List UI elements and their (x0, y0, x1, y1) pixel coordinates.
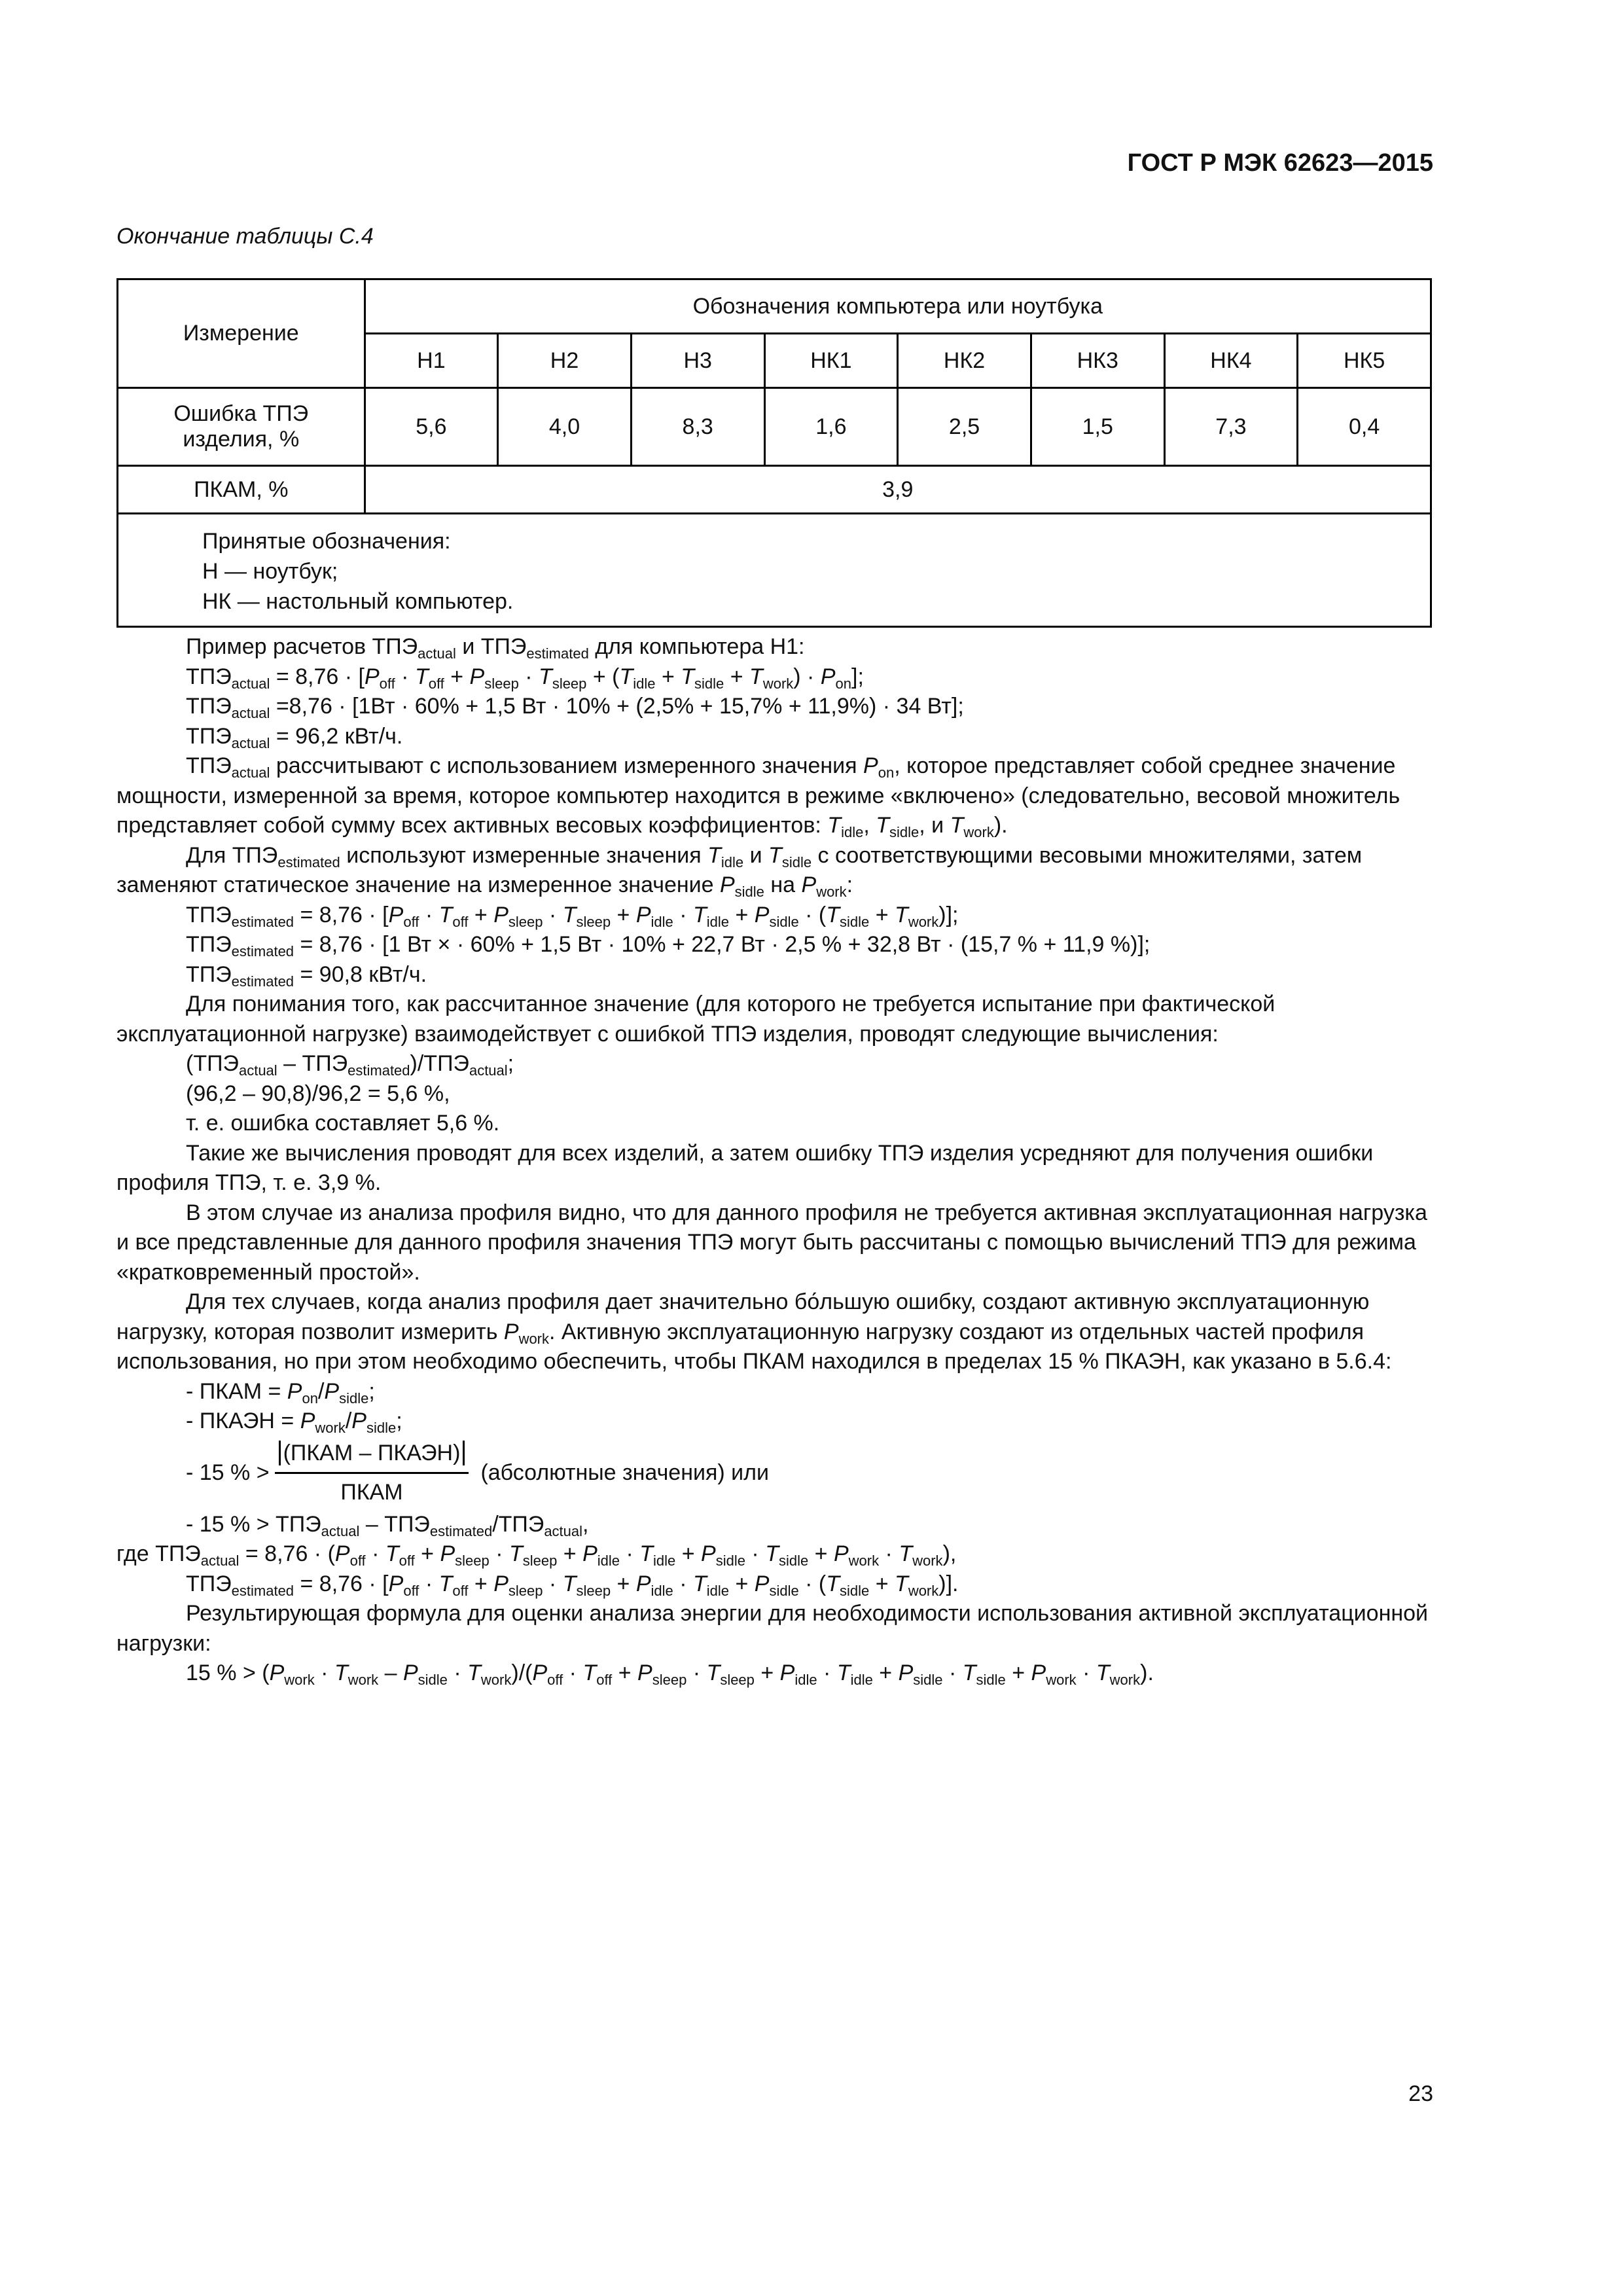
page-number: 23 (1408, 2081, 1433, 2106)
formula: где $ТПЭ_{actual} = 8,76 \cdot (P_{off} \cdot T_{off} + P_{sleep} \cdot T_{sleep} + P_{idle} \cdot T_{idle} + P_{sidle} \cdot T_{sidle} + P_{work} \cdot T_{work})$, (116, 1541, 957, 1569)
formula: (96,2 – 90,8)/96,2 = 5,6 %, (186, 1081, 450, 1106)
header-device: Н2 (498, 334, 632, 388)
table-cell: 7,3 (1164, 388, 1298, 466)
paragraph: Такие же вычисления проводят для всех изделий, а затем ошибку ТПЭ изделия усредняют для получения ошибки профиля ТПЭ, т. е. 3,9 %. (116, 1140, 1374, 1195)
header-measurement: Измерение (118, 279, 365, 388)
header-device: НК5 (1298, 334, 1431, 388)
header-device: Н1 (365, 334, 498, 388)
paragraph: В этом случае из анализа профиля видно, что для данного профиля не требуется активная эксплуатационная нагрузка и все представленные для данного профиля значения ТПЭ могут быть рассчитаны с помощью вычислений ТПЭ для режима «кратковременный простой». (116, 1200, 1427, 1285)
table-row-notes (118, 514, 1431, 627)
table-row-error (118, 388, 1431, 466)
header-device: НК3 (1031, 334, 1164, 388)
formula: $ТПЭ_{estimated} = 90,8$ кВт/ч. (186, 961, 427, 990)
header-device: НК2 (898, 334, 1031, 388)
table-cell: 0,4 (1298, 388, 1431, 466)
table-caption: Окончание таблицы С.4 (116, 224, 374, 249)
header-device: Н3 (631, 334, 764, 388)
notes-line: Н — ноутбук; (202, 559, 338, 584)
paragraph: Для понимания того, как рассчитанное значение (для которого не требуется испытание при фактической эксплуатационной нагрузке) взаимодействует с ошибкой ТПЭ изделия, проводят следующие вычисления: (116, 992, 1275, 1047)
paragraph: Для $ТПЭ_{estimated}$ используют измеренные значения $T_{idle}$ и $T_{sidle}$ с соответствующими весовыми множителями, затем заменяют статическое значение на измеренное значение $P_{sidle}$ на $P_{work}$: (116, 842, 1363, 900)
formula: 15 % > $(P_{work} \cdot T_{work} - P_{sidle} \cdot T_{work})/(P_{off} \cdot T_{off} + P_{sleep} \cdot T_{sleep} + P_{idle} \cdot T_{idle} + P_{sidle} \cdot T_{sidle} + P_{work} \cdot T_{work})$. (186, 1660, 1154, 1688)
row-label-line: Ошибка ТПЭ (173, 401, 309, 426)
table-cell: 1,5 (1031, 388, 1164, 466)
paragraph: Пример расчетов $ТПЭ_{actual}$ и $ТПЭ_{estimated}$ для компьютера Н1: (186, 634, 805, 662)
header-device: НК4 (1164, 334, 1298, 388)
formula: $(ТПЭ_{actual} - ТПЭ_{estimated})/ТПЭ_{actual}$; (186, 1051, 514, 1079)
paragraph: $ТПЭ_{actual}$ рассчитывают с использованием измеренного значения $P_{on}$, которое представляет собой среднее значение мощности, измеренной за время, которое компьютер находится в режиме «включено» (следовательно, весовой множитель представляет собой сумму всех активных весовых коэффициентов: $T_{idle}$, $T_{sidle}$, и $T_{work}$). (116, 753, 1400, 840)
table-cell: 2,5 (898, 388, 1031, 466)
notes-line: НК — настольный компьютер. (202, 589, 514, 614)
body-text (116, 632, 1432, 1689)
fraction: $\frac{\text{(ПКАМ – ПКАЭН)}}{\text{ПКАМ}}$ (275, 1439, 469, 1508)
paragraph: т. е. ошибка составляет 5,6 %. (186, 1111, 500, 1136)
paragraph: Результирующая формула для оценки анализа энергии для необходимости использования активной эксплуатационной нагрузки: (116, 1601, 1429, 1656)
formula: $ТПЭ_{actual} = 96,2$ кВт/ч. (186, 723, 403, 751)
header-device: НК1 (764, 334, 898, 388)
list-item: - ПКАМ = $P_{on}/P_{sidle}$; (186, 1378, 375, 1407)
table-cell-pkam: 3,9 (365, 466, 1431, 514)
formula: $ТПЭ_{estimated} = 8,76 \cdot [P_{off} \cdot T_{off} + P_{sleep} \cdot T_{sleep} + P_{idle} \cdot T_{idle} + P_{sidle} \cdot (T_{sidle} + T_{work})]$. (186, 1571, 959, 1599)
table-notes (118, 514, 1431, 627)
formula: $ТПЭ_{actual} =8,76 \cdot [1Вт \cdot 60\% + 1,5$ Вт · 10% + (2,5% + 15,7% + 11,9%) · 34 Вт]; (186, 694, 964, 721)
row-label-pkam: ПКАМ, % (118, 466, 365, 514)
header-device-group: Обозначения компьютера или ноутбука (365, 279, 1431, 334)
notes-line: Принятые обозначения: (202, 529, 451, 554)
list-item: - ПКАЭН = $P_{work}/P_{sidle}$; (186, 1408, 402, 1436)
table-cell: 1,6 (764, 388, 898, 466)
standard-header: ГОСТ Р МЭК 62623—2015 (1127, 149, 1433, 177)
row-label-error (118, 388, 365, 466)
paragraph: Для тех случаев, когда анализ профиля дает значительно бо́льшую ошибку, создают активную эксплуатационную нагрузку, которая позволит измерить $P_{work}$. Активную эксплуатационную нагрузку создают из отдельных частей профиля использования, но при этом необходимо обеспечить, чтобы ПКАМ находился в пределах 15 % ПКАЭН, как указано в 5.6.4: (116, 1289, 1392, 1374)
formula: $ТПЭ_{estimated} = 8,76 \cdot [P_{off} \cdot T_{off} + P_{sleep} \cdot T_{sleep} + P_{idle} \cdot T_{idle} + P_{sidle} \cdot (T_{sidle} + T_{work})]$; (186, 902, 959, 930)
table-cell: 5,6 (365, 388, 498, 466)
row-label-line: изделия, % (183, 427, 300, 452)
formula: $ТПЭ_{actual} = 8,76 \cdot [P_{off} \cdot T_{off} + P_{sleep} \cdot T_{sleep} + (T_{idle} + T_{sidle} + T_{work}) \cdot P_{on}]$; (186, 664, 864, 692)
list-item-fraction: - 15 % > $\frac{\text{(ПКАМ – ПКАЭН)}}{\text{ПКАМ}}$ (абсолютные значения) или (116, 1437, 1432, 1510)
list-item: - 15 % > $ТПЭ_{actual} - ТПЭ_{estimated}/ТПЭ_{actual}$, (186, 1511, 589, 1539)
table-cell: 8,3 (631, 388, 764, 466)
table-row-pkam (118, 466, 1431, 514)
results-table (116, 278, 1432, 628)
formula: $ТПЭ_{estimated} = 8,76 \cdot [1$ Вт × · 60% + 1,5 Вт · 10% + 22,7 Вт · 2,5 % + 32,8 Вт · (15,7 % + 11,9 %)]; (186, 932, 1150, 960)
table-cell: 4,0 (498, 388, 632, 466)
